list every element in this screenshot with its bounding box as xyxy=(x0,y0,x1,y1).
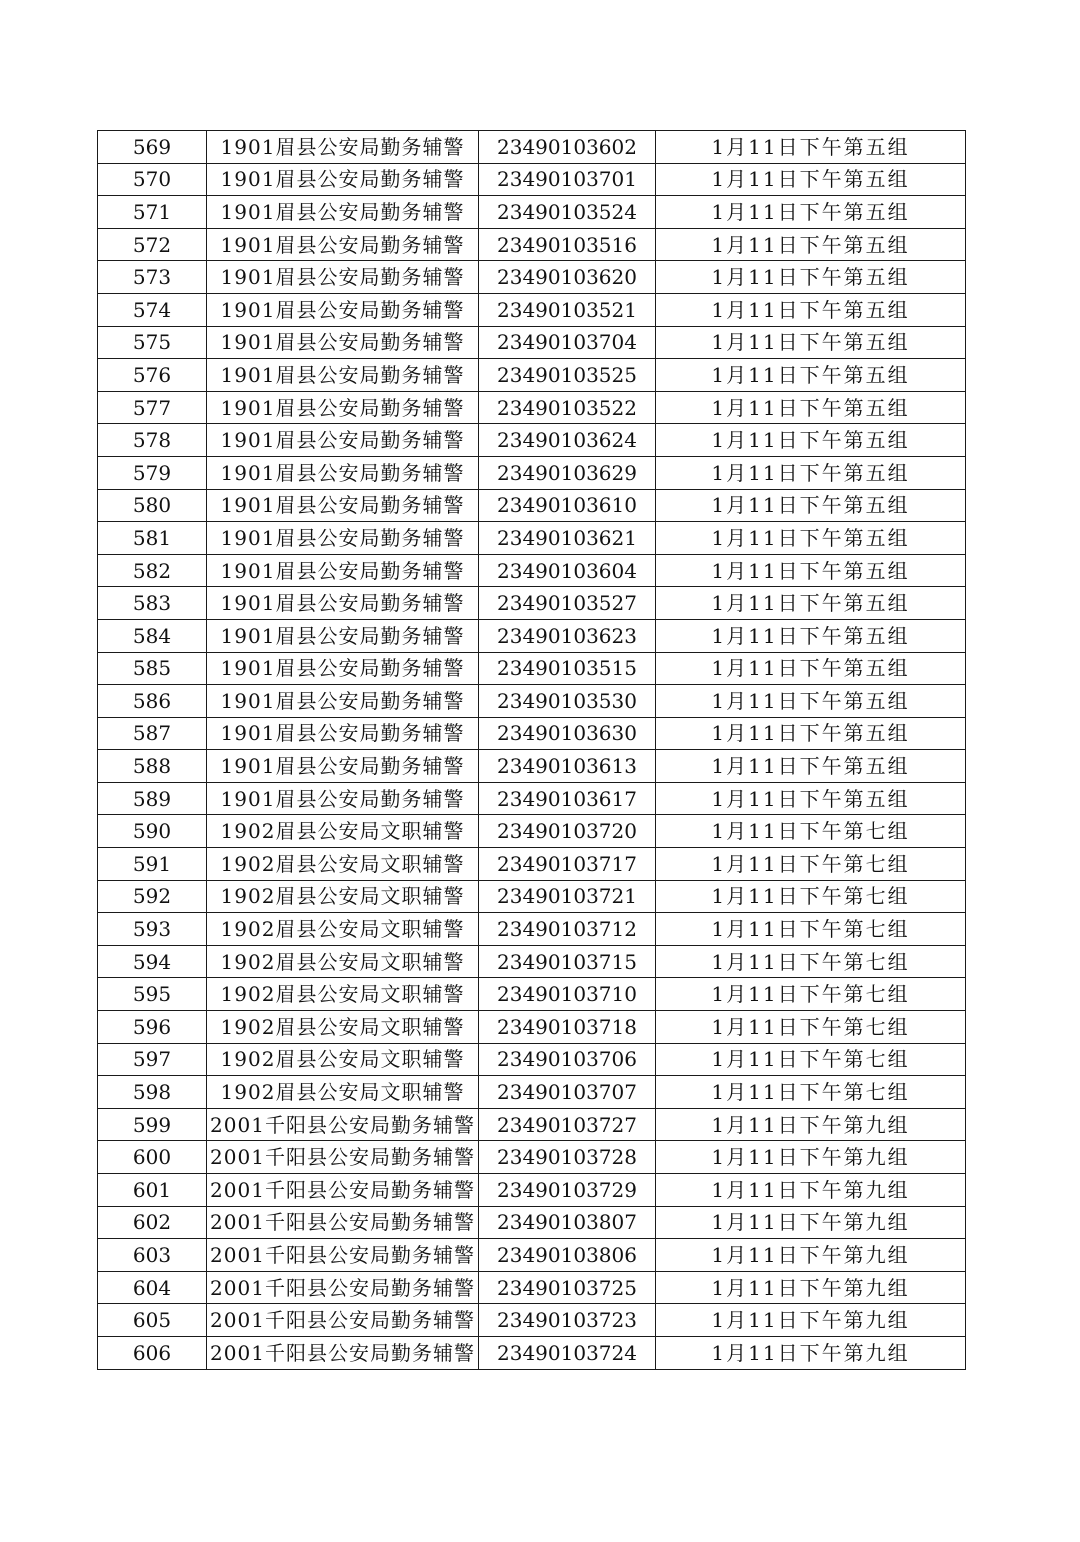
ticket-number-cell: 23490103530 xyxy=(479,685,656,718)
ticket-number-cell: 23490103728 xyxy=(479,1141,656,1174)
exam-session-cell: 1月11日下午第九组 xyxy=(656,1141,966,1174)
table-row xyxy=(98,1011,966,1044)
position-cell: 1901眉县公安局勤务辅警 xyxy=(207,359,479,392)
serial-number-cell: 599 xyxy=(98,1108,207,1141)
table-row xyxy=(98,293,966,326)
exam-session-cell: 1月11日下午第五组 xyxy=(656,782,966,815)
table-row xyxy=(98,163,966,196)
table-row xyxy=(98,587,966,620)
position-cell: 1901眉县公安局勤务辅警 xyxy=(207,196,479,229)
exam-session-cell: 1月11日下午第九组 xyxy=(656,1336,966,1369)
position-cell: 2001千阳县公安局勤务辅警 xyxy=(207,1304,479,1337)
ticket-number-cell: 23490103524 xyxy=(479,196,656,229)
table-row xyxy=(98,196,966,229)
serial-number-cell: 602 xyxy=(98,1206,207,1239)
exam-session-cell: 1月11日下午第五组 xyxy=(656,717,966,750)
exam-session-cell: 1月11日下午第五组 xyxy=(656,522,966,555)
position-cell: 1902眉县公安局文职辅警 xyxy=(207,1011,479,1044)
ticket-number-cell: 23490103527 xyxy=(479,587,656,620)
exam-session-cell: 1月11日下午第九组 xyxy=(656,1174,966,1207)
ticket-number-cell: 23490103721 xyxy=(479,880,656,913)
ticket-number-cell: 23490103521 xyxy=(479,293,656,326)
ticket-number-cell: 23490103715 xyxy=(479,945,656,978)
ticket-number-cell: 23490103630 xyxy=(479,717,656,750)
table-row xyxy=(98,978,966,1011)
table-row xyxy=(98,750,966,783)
ticket-number-cell: 23490103629 xyxy=(479,456,656,489)
roster-table-body xyxy=(98,131,966,1370)
table-row xyxy=(98,131,966,164)
table-row xyxy=(98,717,966,750)
serial-number-cell: 573 xyxy=(98,261,207,294)
position-cell: 2001千阳县公安局勤务辅警 xyxy=(207,1174,479,1207)
ticket-number-cell: 23490103620 xyxy=(479,261,656,294)
exam-session-cell: 1月11日下午第七组 xyxy=(656,945,966,978)
exam-session-cell: 1月11日下午第五组 xyxy=(656,652,966,685)
serial-number-cell: 606 xyxy=(98,1336,207,1369)
ticket-number-cell: 23490103712 xyxy=(479,913,656,946)
exam-session-cell: 1月11日下午第五组 xyxy=(656,587,966,620)
exam-session-cell: 1月11日下午第五组 xyxy=(656,228,966,261)
position-cell: 2001千阳县公安局勤务辅警 xyxy=(207,1141,479,1174)
table-row xyxy=(98,1174,966,1207)
serial-number-cell: 585 xyxy=(98,652,207,685)
position-cell: 2001千阳县公安局勤务辅警 xyxy=(207,1206,479,1239)
table-row xyxy=(98,228,966,261)
table-row xyxy=(98,359,966,392)
position-cell: 2001千阳县公安局勤务辅警 xyxy=(207,1239,479,1272)
serial-number-cell: 596 xyxy=(98,1011,207,1044)
ticket-number-cell: 23490103515 xyxy=(479,652,656,685)
position-cell: 1901眉县公安局勤务辅警 xyxy=(207,685,479,718)
exam-session-cell: 1月11日下午第九组 xyxy=(656,1239,966,1272)
ticket-number-cell: 23490103710 xyxy=(479,978,656,1011)
table-row xyxy=(98,685,966,718)
ticket-number-cell: 23490103724 xyxy=(479,1336,656,1369)
table-row xyxy=(98,880,966,913)
table-row xyxy=(98,848,966,881)
exam-session-cell: 1月11日下午第五组 xyxy=(656,685,966,718)
position-cell: 1901眉县公安局勤务辅警 xyxy=(207,326,479,359)
ticket-number-cell: 23490103727 xyxy=(479,1108,656,1141)
table-row xyxy=(98,619,966,652)
table-row xyxy=(98,1336,966,1369)
serial-number-cell: 586 xyxy=(98,685,207,718)
table-row xyxy=(98,424,966,457)
position-cell: 1901眉县公安局勤务辅警 xyxy=(207,391,479,424)
table-row xyxy=(98,1304,966,1337)
serial-number-cell: 593 xyxy=(98,913,207,946)
exam-session-cell: 1月11日下午第五组 xyxy=(656,261,966,294)
ticket-number-cell: 23490103621 xyxy=(479,522,656,555)
serial-number-cell: 578 xyxy=(98,424,207,457)
exam-session-cell: 1月11日下午第七组 xyxy=(656,880,966,913)
ticket-number-cell: 23490103707 xyxy=(479,1076,656,1109)
serial-number-cell: 603 xyxy=(98,1239,207,1272)
table-row xyxy=(98,522,966,555)
serial-number-cell: 581 xyxy=(98,522,207,555)
position-cell: 1901眉县公安局勤务辅警 xyxy=(207,782,479,815)
position-cell: 1901眉县公安局勤务辅警 xyxy=(207,293,479,326)
serial-number-cell: 589 xyxy=(98,782,207,815)
serial-number-cell: 590 xyxy=(98,815,207,848)
ticket-number-cell: 23490103701 xyxy=(479,163,656,196)
table-row xyxy=(98,782,966,815)
table-row xyxy=(98,326,966,359)
serial-number-cell: 579 xyxy=(98,456,207,489)
ticket-number-cell: 23490103718 xyxy=(479,1011,656,1044)
ticket-number-cell: 23490103723 xyxy=(479,1304,656,1337)
exam-session-cell: 1月11日下午第七组 xyxy=(656,1076,966,1109)
table-row xyxy=(98,1076,966,1109)
position-cell: 1901眉县公安局勤务辅警 xyxy=(207,619,479,652)
exam-roster-sheet xyxy=(97,130,965,1370)
exam-session-cell: 1月11日下午第五组 xyxy=(656,391,966,424)
exam-session-cell: 1月11日下午第九组 xyxy=(656,1304,966,1337)
ticket-number-cell: 23490103602 xyxy=(479,131,656,164)
ticket-number-cell: 23490103704 xyxy=(479,326,656,359)
exam-session-cell: 1月11日下午第五组 xyxy=(656,750,966,783)
exam-session-cell: 1月11日下午第五组 xyxy=(656,456,966,489)
ticket-number-cell: 23490103613 xyxy=(479,750,656,783)
exam-session-cell: 1月11日下午第七组 xyxy=(656,913,966,946)
exam-session-cell: 1月11日下午第七组 xyxy=(656,848,966,881)
table-row xyxy=(98,1206,966,1239)
position-cell: 1901眉县公安局勤务辅警 xyxy=(207,587,479,620)
position-cell: 1902眉县公安局文职辅警 xyxy=(207,945,479,978)
exam-session-cell: 1月11日下午第五组 xyxy=(656,554,966,587)
serial-number-cell: 571 xyxy=(98,196,207,229)
serial-number-cell: 591 xyxy=(98,848,207,881)
ticket-number-cell: 23490103525 xyxy=(479,359,656,392)
exam-session-cell: 1月11日下午第五组 xyxy=(656,424,966,457)
ticket-number-cell: 23490103624 xyxy=(479,424,656,457)
exam-session-cell: 1月11日下午第五组 xyxy=(656,293,966,326)
exam-session-cell: 1月11日下午第九组 xyxy=(656,1206,966,1239)
table-row xyxy=(98,1271,966,1304)
table-row xyxy=(98,489,966,522)
exam-session-cell: 1月11日下午第五组 xyxy=(656,196,966,229)
ticket-number-cell: 23490103807 xyxy=(479,1206,656,1239)
ticket-number-cell: 23490103617 xyxy=(479,782,656,815)
ticket-number-cell: 23490103516 xyxy=(479,228,656,261)
position-cell: 1901眉县公安局勤务辅警 xyxy=(207,554,479,587)
serial-number-cell: 569 xyxy=(98,131,207,164)
position-cell: 1901眉县公安局勤务辅警 xyxy=(207,228,479,261)
table-row xyxy=(98,1043,966,1076)
table-row xyxy=(98,261,966,294)
serial-number-cell: 577 xyxy=(98,391,207,424)
ticket-number-cell: 23490103729 xyxy=(479,1174,656,1207)
serial-number-cell: 582 xyxy=(98,554,207,587)
ticket-number-cell: 23490103725 xyxy=(479,1271,656,1304)
ticket-number-cell: 23490103623 xyxy=(479,619,656,652)
table-row xyxy=(98,652,966,685)
serial-number-cell: 597 xyxy=(98,1043,207,1076)
position-cell: 2001千阳县公安局勤务辅警 xyxy=(207,1271,479,1304)
serial-number-cell: 572 xyxy=(98,228,207,261)
ticket-number-cell: 23490103522 xyxy=(479,391,656,424)
serial-number-cell: 601 xyxy=(98,1174,207,1207)
exam-session-cell: 1月11日下午第五组 xyxy=(656,326,966,359)
exam-session-cell: 1月11日下午第五组 xyxy=(656,163,966,196)
serial-number-cell: 595 xyxy=(98,978,207,1011)
exam-session-cell: 1月11日下午第五组 xyxy=(656,131,966,164)
exam-session-cell: 1月11日下午第九组 xyxy=(656,1108,966,1141)
table-row xyxy=(98,554,966,587)
position-cell: 1901眉县公安局勤务辅警 xyxy=(207,489,479,522)
position-cell: 1902眉县公安局文职辅警 xyxy=(207,913,479,946)
position-cell: 1901眉县公安局勤务辅警 xyxy=(207,424,479,457)
position-cell: 1902眉县公安局文职辅警 xyxy=(207,848,479,881)
serial-number-cell: 598 xyxy=(98,1076,207,1109)
exam-roster-table xyxy=(97,130,966,1370)
ticket-number-cell: 23490103706 xyxy=(479,1043,656,1076)
exam-session-cell: 1月11日下午第五组 xyxy=(656,359,966,392)
position-cell: 1901眉县公安局勤务辅警 xyxy=(207,750,479,783)
exam-session-cell: 1月11日下午第五组 xyxy=(656,619,966,652)
position-cell: 1902眉县公安局文职辅警 xyxy=(207,1043,479,1076)
ticket-number-cell: 23490103806 xyxy=(479,1239,656,1272)
serial-number-cell: 592 xyxy=(98,880,207,913)
position-cell: 1901眉县公安局勤务辅警 xyxy=(207,163,479,196)
exam-session-cell: 1月11日下午第七组 xyxy=(656,815,966,848)
table-row xyxy=(98,391,966,424)
exam-session-cell: 1月11日下午第七组 xyxy=(656,1011,966,1044)
serial-number-cell: 576 xyxy=(98,359,207,392)
serial-number-cell: 574 xyxy=(98,293,207,326)
table-row xyxy=(98,1239,966,1272)
position-cell: 1901眉县公安局勤务辅警 xyxy=(207,261,479,294)
serial-number-cell: 600 xyxy=(98,1141,207,1174)
table-row xyxy=(98,815,966,848)
table-row xyxy=(98,1141,966,1174)
serial-number-cell: 580 xyxy=(98,489,207,522)
position-cell: 1902眉县公安局文职辅警 xyxy=(207,815,479,848)
position-cell: 1901眉县公安局勤务辅警 xyxy=(207,522,479,555)
position-cell: 1902眉县公安局文职辅警 xyxy=(207,978,479,1011)
position-cell: 1902眉县公安局文职辅警 xyxy=(207,880,479,913)
table-row xyxy=(98,945,966,978)
serial-number-cell: 604 xyxy=(98,1271,207,1304)
table-row xyxy=(98,1108,966,1141)
serial-number-cell: 575 xyxy=(98,326,207,359)
serial-number-cell: 583 xyxy=(98,587,207,620)
position-cell: 1901眉县公安局勤务辅警 xyxy=(207,131,479,164)
exam-session-cell: 1月11日下午第五组 xyxy=(656,489,966,522)
ticket-number-cell: 23490103610 xyxy=(479,489,656,522)
ticket-number-cell: 23490103720 xyxy=(479,815,656,848)
exam-session-cell: 1月11日下午第九组 xyxy=(656,1271,966,1304)
ticket-number-cell: 23490103717 xyxy=(479,848,656,881)
serial-number-cell: 588 xyxy=(98,750,207,783)
serial-number-cell: 570 xyxy=(98,163,207,196)
position-cell: 1901眉县公安局勤务辅警 xyxy=(207,652,479,685)
serial-number-cell: 587 xyxy=(98,717,207,750)
table-row xyxy=(98,456,966,489)
serial-number-cell: 584 xyxy=(98,619,207,652)
position-cell: 1902眉县公安局文职辅警 xyxy=(207,1076,479,1109)
position-cell: 2001千阳县公安局勤务辅警 xyxy=(207,1108,479,1141)
exam-session-cell: 1月11日下午第七组 xyxy=(656,1043,966,1076)
position-cell: 1901眉县公安局勤务辅警 xyxy=(207,456,479,489)
ticket-number-cell: 23490103604 xyxy=(479,554,656,587)
table-row xyxy=(98,913,966,946)
position-cell: 2001千阳县公安局勤务辅警 xyxy=(207,1336,479,1369)
serial-number-cell: 594 xyxy=(98,945,207,978)
exam-session-cell: 1月11日下午第七组 xyxy=(656,978,966,1011)
position-cell: 1901眉县公安局勤务辅警 xyxy=(207,717,479,750)
serial-number-cell: 605 xyxy=(98,1304,207,1337)
